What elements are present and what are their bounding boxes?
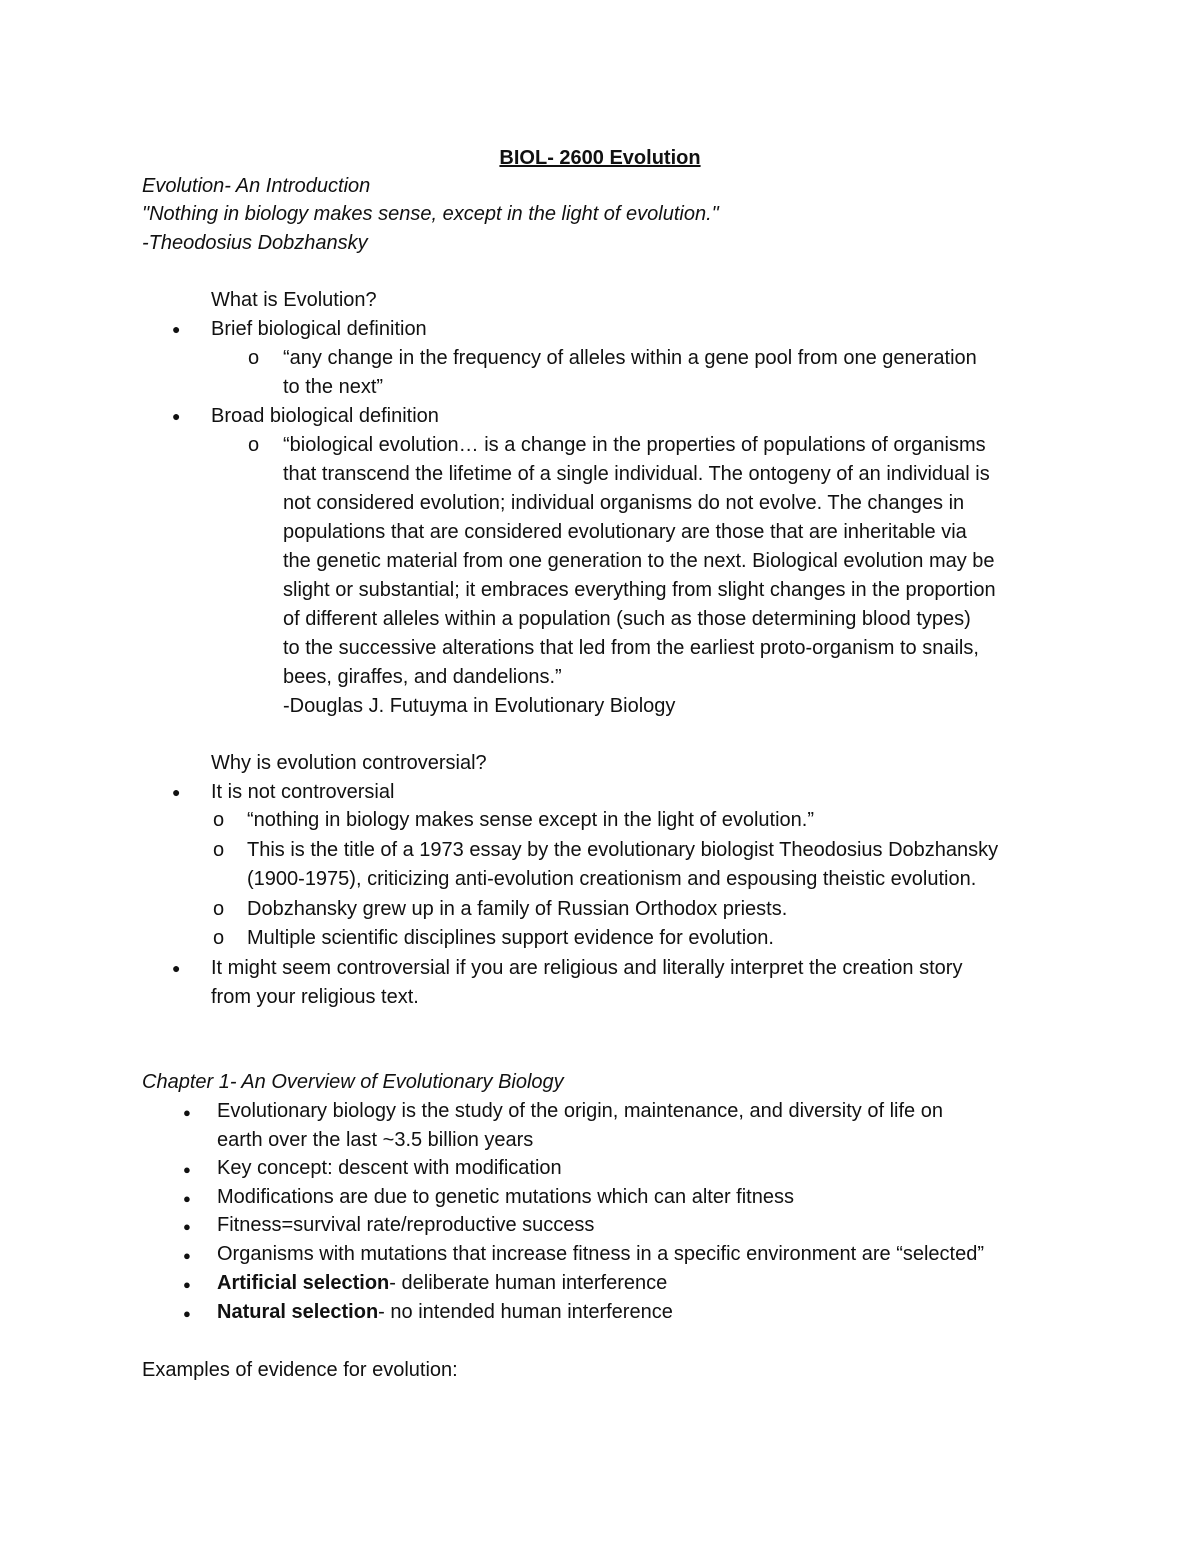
- section2-sub2-line2: (1900-1975), criticizing anti-evolution creationism and espousing theistic evolution.: [247, 868, 977, 890]
- sub-bullet-icon: o: [248, 434, 260, 456]
- bullet-icon: ●: [172, 321, 181, 337]
- section1-sub1-line2: to the next”: [283, 376, 384, 398]
- sub-bullet-icon: o: [213, 898, 225, 920]
- section1-sub2-attribution: -Douglas J. Futuyma in Evolutionary Biology: [283, 695, 676, 717]
- section1-bullet2: Broad biological definition: [211, 405, 439, 427]
- sub-bullet-icon: o: [213, 809, 225, 831]
- chapter1-item4: Fitness=survival rate/reproductive success: [217, 1214, 595, 1236]
- section1-bullet1: Brief biological definition: [211, 318, 427, 340]
- sub-bullet-icon: o: [213, 927, 225, 949]
- intro-heading: Evolution- An Introduction: [142, 175, 371, 197]
- small-bullet-icon: ●: [183, 1191, 191, 1206]
- section1-sub2-line: populations that are considered evolutionary are those that are inheritable via: [283, 521, 967, 543]
- section2-question: Why is evolution controversial?: [211, 752, 487, 774]
- small-bullet-icon: ●: [183, 1219, 191, 1234]
- artificial-selection-term: Artificial selection: [217, 1272, 390, 1294]
- chapter1-item1-line2: earth over the last ~3.5 billion years: [217, 1129, 534, 1151]
- section1-sub2-line: to the successive alterations that led from the earliest proto-organism to snails,: [283, 637, 979, 659]
- chapter1-item1-line1: Evolutionary biology is the study of the origin, maintenance, and diversity of life on: [217, 1100, 943, 1122]
- small-bullet-icon: ●: [183, 1306, 191, 1321]
- chapter1-item6: [217, 1269, 667, 1298]
- chapter1-item2: Key concept: descent with modification: [217, 1157, 562, 1179]
- section2-sub3: Dobzhansky grew up in a family of Russian Orthodox priests.: [247, 898, 788, 920]
- natural-selection-definition: - no intended human interference: [378, 1301, 673, 1323]
- natural-selection-term: Natural selection: [217, 1301, 379, 1323]
- small-bullet-icon: ●: [183, 1162, 191, 1177]
- section1-sub2-line: “biological evolution… is a change in the properties of populations of organisms: [283, 434, 986, 456]
- section1-sub2-line: not considered evolution; individual organisms do not evolve. The changes in: [283, 492, 965, 514]
- sub-bullet-icon: o: [248, 347, 260, 369]
- examples-heading: Examples of evidence for evolution:: [142, 1359, 458, 1381]
- section1-sub2-line: slight or substantial; it embraces everything from slight changes in the proportion: [283, 579, 996, 601]
- bullet-icon: ●: [172, 408, 181, 424]
- section2-sub2-line1: This is the title of a 1973 essay by the evolutionary biologist Theodosius Dobzhansky: [247, 839, 999, 861]
- section1-sub2-line: the genetic material from one generation to the next. Biological evolution may be: [283, 550, 995, 572]
- section1-sub1-line1: “any change in the frequency of alleles within a gene pool from one generation: [283, 347, 977, 369]
- section1-sub2-line: of different alleles within a population (such as those determining blood types): [283, 608, 971, 630]
- bullet-icon: ●: [172, 960, 181, 976]
- artificial-selection-definition: - deliberate human interference: [389, 1272, 668, 1294]
- section2-bullet2-line1: It might seem controversial if you are religious and literally interpret the creation story: [211, 957, 963, 979]
- section1-question: What is Evolution?: [211, 289, 377, 311]
- section2-bullet1: It is not controversial: [211, 781, 395, 803]
- small-bullet-icon: ●: [183, 1105, 191, 1120]
- small-bullet-icon: ●: [183, 1248, 191, 1263]
- small-bullet-icon: ●: [183, 1277, 191, 1292]
- section1-sub2-line: bees, giraffes, and dandelions.”: [283, 666, 562, 688]
- sub-bullet-icon: o: [213, 839, 225, 861]
- section1-sub2-line: that transcend the lifetime of a single individual. The ontogeny of an individual is: [283, 463, 990, 485]
- document-title: BIOL- 2600 Evolution: [499, 147, 701, 169]
- chapter1-item3: Modifications are due to genetic mutations which can alter fitness: [217, 1186, 794, 1208]
- section2-sub1: “nothing in biology makes sense except in the light of evolution.”: [247, 809, 815, 831]
- section2-sub4: Multiple scientific disciplines support evidence for evolution.: [247, 927, 774, 949]
- intro-attribution: -Theodosius Dobzhansky: [142, 232, 368, 254]
- section2-bullet2-line2: from your religious text.: [211, 986, 419, 1008]
- chapter1-item5: Organisms with mutations that increase fitness in a specific environment are “selected”: [217, 1243, 985, 1265]
- intro-quote: "Nothing in biology makes sense, except in the light of evolution.": [142, 203, 719, 225]
- chapter1-item7: [217, 1298, 673, 1327]
- bullet-icon: ●: [172, 784, 181, 800]
- chapter1-heading: Chapter 1- An Overview of Evolutionary Biology: [142, 1071, 564, 1093]
